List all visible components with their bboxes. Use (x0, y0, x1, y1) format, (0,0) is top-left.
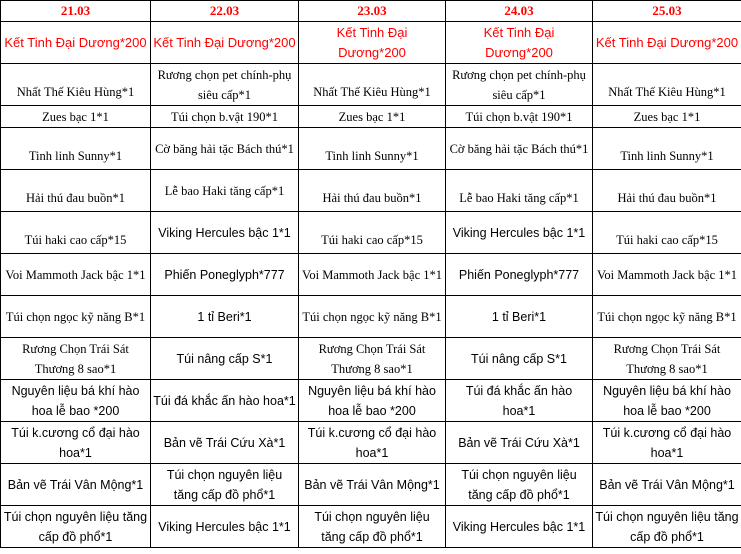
reward-cell (299, 296, 446, 338)
top-prize-text: Kết Tinh Đại Dương*200 (336, 24, 408, 60)
reward-cell (446, 422, 593, 464)
reward-text: Viking Hercules bậc 1*1 (452, 225, 586, 240)
reward-cell (151, 64, 299, 106)
reward-cell (446, 254, 593, 296)
reward-cell (299, 212, 446, 254)
reward-cell (151, 464, 299, 506)
reward-cell (1, 506, 151, 548)
date-header-cell (151, 1, 299, 22)
reward-text: Hải thú đau buồn*1 (617, 190, 717, 205)
reward-cell (299, 506, 446, 548)
reward-cell (446, 64, 593, 106)
reward-row (1, 170, 741, 212)
reward-cell (1, 254, 151, 296)
reward-text: Túi chọn nguyên liệu tăng cấp đồ phổ*1 (166, 467, 283, 502)
reward-row (1, 128, 741, 170)
reward-text: Rương chọn pet chính-phụ siêu cấp*1 (157, 67, 292, 102)
top-prize-cell (299, 22, 446, 64)
reward-text: Phiến Poneglyph*777 (164, 267, 285, 282)
date-label: 24.03 (504, 3, 534, 18)
top-prize-cell (593, 22, 741, 64)
reward-row (1, 338, 741, 380)
date-label: 21.03 (60, 3, 91, 18)
reward-cell (151, 380, 299, 422)
reward-text: Lễ bao Haki tăng cấp*1 (164, 183, 285, 198)
reward-text: Rương Chọn Trái Sát Thương 8 sao*1 (613, 341, 721, 376)
top-prize-text: Kết Tinh Đại Dương*200 (595, 34, 739, 50)
reward-cell (593, 380, 741, 422)
reward-text: 1 tỉ Beri*1 (491, 309, 547, 324)
reward-text: Túi nâng cấp S*1 (176, 351, 273, 366)
reward-row (1, 422, 741, 464)
reward-text: Zues bạc 1*1 (338, 109, 406, 124)
reward-cell (446, 170, 593, 212)
reward-cell (299, 64, 446, 106)
reward-text: Túi chọn ngọc kỹ năng B*1 (5, 309, 146, 324)
reward-text: Nhất Thế Kiêu Hùng*1 (608, 84, 726, 99)
reward-cell (593, 170, 741, 212)
reward-text: Túi haki cao cấp*15 (321, 232, 423, 247)
reward-text: Túi chọn nguyên liệu tăng cấp đồ phổ*1 (314, 509, 430, 544)
reward-text: Nguyên liệu bá khí hào hoa lễ bao *200 (603, 383, 731, 418)
reward-text: Phiến Poneglyph*777 (458, 267, 580, 282)
reward-text: Viking Hercules bậc 1*1 (158, 519, 291, 534)
reward-text: Túi haki cao cấp*15 (616, 232, 718, 247)
reward-text: Túi chọn nguyên liệu tăng cấp đồ phổ*1 (595, 509, 739, 544)
reward-text: Túi chọn b.vật 190*1 (171, 109, 278, 124)
reward-text: Túi haki cao cấp*15 (24, 232, 127, 247)
reward-cell (151, 212, 299, 254)
reward-cell (446, 380, 593, 422)
reward-cell (151, 338, 299, 380)
reward-text: Hải thú đau buồn*1 (26, 190, 125, 205)
reward-text: Voi Mammoth Jack bậc 1*1 (301, 267, 443, 282)
reward-text: Túi k.cương cổ đại hào hoa*1 (307, 425, 437, 460)
reward-cell (299, 464, 446, 506)
reward-row (1, 506, 741, 548)
reward-cell (593, 422, 741, 464)
top-prize-cell (1, 22, 151, 64)
reward-cell (1, 64, 151, 106)
reward-text: Lễ bao Haki tăng cấp*1 (459, 190, 579, 205)
reward-cell (446, 106, 593, 128)
reward-text: Voi Mammoth Jack bậc 1*1 (596, 267, 738, 282)
date-header-cell (1, 1, 151, 22)
reward-row (1, 380, 741, 422)
reward-cell (1, 464, 151, 506)
reward-row (1, 106, 741, 128)
reward-text: Viking Hercules bậc 1*1 (158, 225, 291, 240)
reward-cell (593, 128, 741, 170)
reward-cell (446, 506, 593, 548)
reward-text: Bản vẽ Trái Vân Mộng*1 (304, 477, 440, 492)
reward-text: Rương chọn pet chính-phụ siêu cấp*1 (452, 67, 586, 102)
reward-text: Cờ băng hải tặc Bách thú*1 (155, 141, 294, 156)
top-prize-text: Kết Tinh Đại Dương*200 (153, 34, 296, 50)
reward-text: Nhất Thế Kiêu Hùng*1 (313, 84, 431, 99)
reward-text: Nhất Thế Kiêu Hùng*1 (16, 84, 135, 99)
reward-text: Viking Hercules bậc 1*1 (452, 519, 586, 534)
reward-cell (151, 506, 299, 548)
reward-cell (446, 296, 593, 338)
reward-cell (593, 506, 741, 548)
reward-cell (593, 64, 741, 106)
reward-cell (299, 254, 446, 296)
reward-row (1, 254, 741, 296)
reward-text: Túi chọn nguyên liệu tăng cấp đồ phổ*1 (3, 509, 148, 544)
reward-text: Cờ băng hải tặc Bách thú*1 (449, 141, 589, 156)
reward-row (1, 64, 741, 106)
reward-cell (151, 254, 299, 296)
reward-text: Hải thú đau buồn*1 (322, 190, 422, 205)
reward-cell (1, 380, 151, 422)
reward-cell (593, 464, 741, 506)
top-prize-row (1, 22, 741, 64)
reward-text: 1 tỉ Beri*1 (197, 309, 252, 324)
reward-cell (1, 338, 151, 380)
reward-cell (299, 128, 446, 170)
date-label: 22.03 (209, 3, 240, 18)
reward-text: Zues bạc 1*1 (42, 109, 109, 124)
reward-cell (1, 170, 151, 212)
reward-text: Bản vẽ Trái Vân Mộng*1 (599, 477, 735, 492)
reward-cell (1, 422, 151, 464)
reward-cell (593, 296, 741, 338)
reward-row (1, 464, 741, 506)
reward-cell (593, 212, 741, 254)
reward-text: Túi k.cương cổ đại hào hoa*1 (602, 425, 732, 460)
reward-text: Túi chọn ngọc kỹ năng B*1 (302, 309, 442, 324)
reward-text: Tinh linh Sunny*1 (620, 148, 714, 163)
date-header-cell (446, 1, 593, 22)
reward-text: Túi k.cương cổ đại hào hoa*1 (11, 425, 140, 460)
reward-text: Túi chọn nguyên liệu tăng cấp đồ phổ*1 (461, 467, 577, 502)
reward-text: Nguyên liệu bá khí hào hoa lễ bao *200 (308, 383, 436, 418)
reward-row (1, 212, 741, 254)
reward-cell (593, 338, 741, 380)
date-label: 23.03 (357, 3, 387, 18)
reward-cell (446, 212, 593, 254)
reward-cell (1, 296, 151, 338)
reward-cell (299, 380, 446, 422)
reward-text: Bản vẽ Trái Cứu Xà*1 (163, 435, 286, 450)
reward-text: Rương Chọn Trái Sát Thương 8 sao*1 (22, 341, 129, 376)
reward-cell (151, 128, 299, 170)
reward-cell (151, 296, 299, 338)
reward-cell (151, 170, 299, 212)
reward-text: Tinh linh Sunny*1 (325, 148, 419, 163)
date-header-cell (593, 1, 741, 22)
reward-text: Túi chọn b.vật 190*1 (465, 109, 573, 124)
reward-text: Túi đá khắc ấn hào hoa*1 (153, 393, 296, 408)
reward-text: Zues bạc 1*1 (633, 109, 701, 124)
reward-text: Rương Chọn Trái Sát Thương 8 sao*1 (318, 341, 426, 376)
reward-cell (1, 128, 151, 170)
reward-row (1, 296, 741, 338)
reward-cell (1, 212, 151, 254)
top-prize-text: Kết Tinh Đại Dương*200 (4, 34, 147, 50)
reward-cell (446, 464, 593, 506)
reward-text: Bản vẽ Trái Vân Mộng*1 (7, 477, 144, 492)
reward-cell (299, 338, 446, 380)
top-prize-text: Kết Tinh Đại Dương*200 (483, 24, 555, 60)
reward-text: Tinh linh Sunny*1 (28, 148, 123, 163)
top-prize-cell (151, 22, 299, 64)
reward-text: Nguyên liệu bá khí hào hoa lễ bao *200 (11, 383, 140, 418)
reward-cell (446, 128, 593, 170)
reward-text: Voi Mammoth Jack bậc 1*1 (5, 267, 146, 282)
top-prize-cell (446, 22, 593, 64)
reward-cell (1, 106, 151, 128)
reward-cell (446, 338, 593, 380)
reward-text: Túi nâng cấp S*1 (471, 351, 567, 366)
reward-cell (151, 422, 299, 464)
reward-cell (593, 254, 741, 296)
reward-cell (593, 106, 741, 128)
reward-text: Túi đá khắc ấn hào hoa*1 (465, 383, 573, 418)
reward-cell (299, 170, 446, 212)
reward-text: Túi chọn ngọc kỹ năng B*1 (597, 309, 737, 324)
date-label: 25.03 (652, 3, 682, 18)
reward-cell (299, 106, 446, 128)
date-header-cell (299, 1, 446, 22)
reward-cell (299, 422, 446, 464)
reward-text: Bản vẽ Trái Cứu Xà*1 (458, 435, 580, 450)
date-header-row (1, 1, 741, 22)
reward-cell (151, 106, 299, 128)
